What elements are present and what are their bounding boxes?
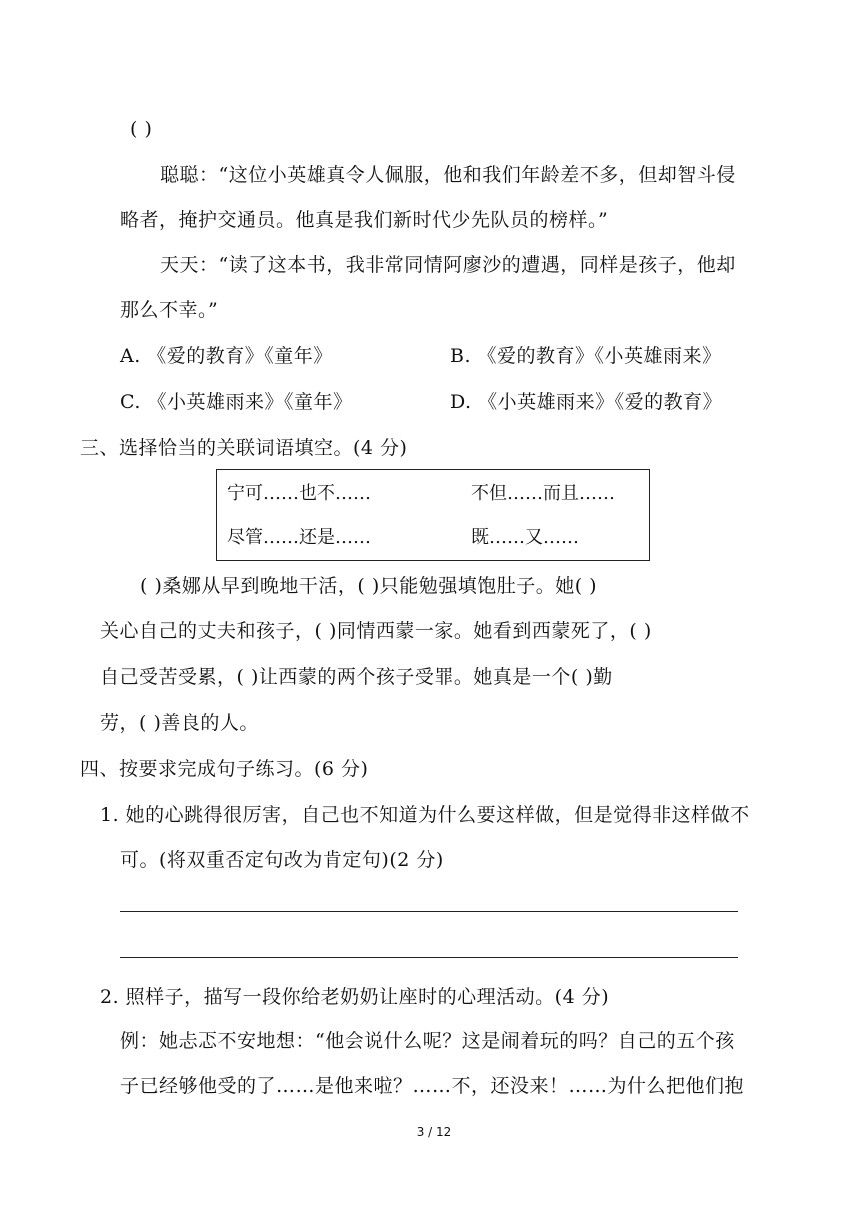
section4-title: 四、按要求完成句子练习。(6 分)	[80, 758, 369, 780]
q1-line-2: 可。(将双重否定句改为肯定句)(2 分)	[120, 849, 444, 871]
q2-example-line-2: 子已经够他受的了……是他来啦？……不，还没来！……为什么把他们抱	[120, 1075, 745, 1097]
fill-blank-line-4: 劳，( )善良的人。	[100, 712, 259, 734]
section3-title: 三、选择恰当的关联词语填空。(4 分)	[80, 437, 408, 459]
congcong-line-1: 聪聪：“这位小英雄真令人佩服，他和我们年龄差不多，但却智斗侵	[160, 164, 736, 186]
tiantian-line-2: 那么不幸。”	[120, 299, 219, 321]
tiantian-line-1: 天天：“读了这本书，我非常同情阿廖沙的遭遇，同样是孩子，他却	[160, 254, 736, 276]
fill-blank-line-3: 自己受苦受累，( )让西蒙的两个孩子受罪。她真是一个( )勤	[100, 666, 613, 688]
word-bank-item: 宁可……也不……	[227, 483, 371, 504]
word-bank-box	[216, 469, 650, 561]
q2-title: 2. 照样子，描写一段你给老奶奶让座时的心理活动。(4 分)	[100, 986, 610, 1008]
word-bank-item: 尽管……还是……	[227, 527, 371, 548]
option-d: D. 《小英雄雨来》《爱的教育》	[450, 391, 723, 413]
fill-blank-line-1: ( )桑娜从早到晚地干活，( )只能勉强填饱肚子。她( )	[140, 575, 598, 597]
answer-line[interactable]	[120, 911, 738, 912]
page-number: 3 / 12	[416, 1125, 452, 1139]
word-bank-item: 不但……而且……	[471, 483, 615, 504]
congcong-line-2: 略者，掩护交通员。他真是我们新时代少先队员的榜样。”	[120, 209, 609, 231]
answer-bracket: ( )	[130, 118, 153, 140]
option-a: A. 《爱的教育》《童年》	[120, 345, 333, 367]
fill-blank-line-2: 关心自己的丈夫和孩子，( )同情西蒙一家。她看到西蒙死了，( )	[100, 620, 652, 642]
q2-example-line-1: 例：她忐忑不安地想：“他会说什么呢？这是闹着玩的吗？自己的五个孩	[120, 1030, 735, 1052]
word-bank-item: 既……又……	[471, 527, 579, 548]
q1-line-1: 1. 她的心跳得很厉害，自己也不知道为什么要这样做，但是觉得非这样做不	[100, 804, 750, 826]
answer-line[interactable]	[120, 957, 738, 958]
option-c: C. 《小英雄雨来》《童年》	[120, 391, 353, 413]
option-b: B. 《爱的教育》《小英雄雨来》	[450, 345, 722, 367]
